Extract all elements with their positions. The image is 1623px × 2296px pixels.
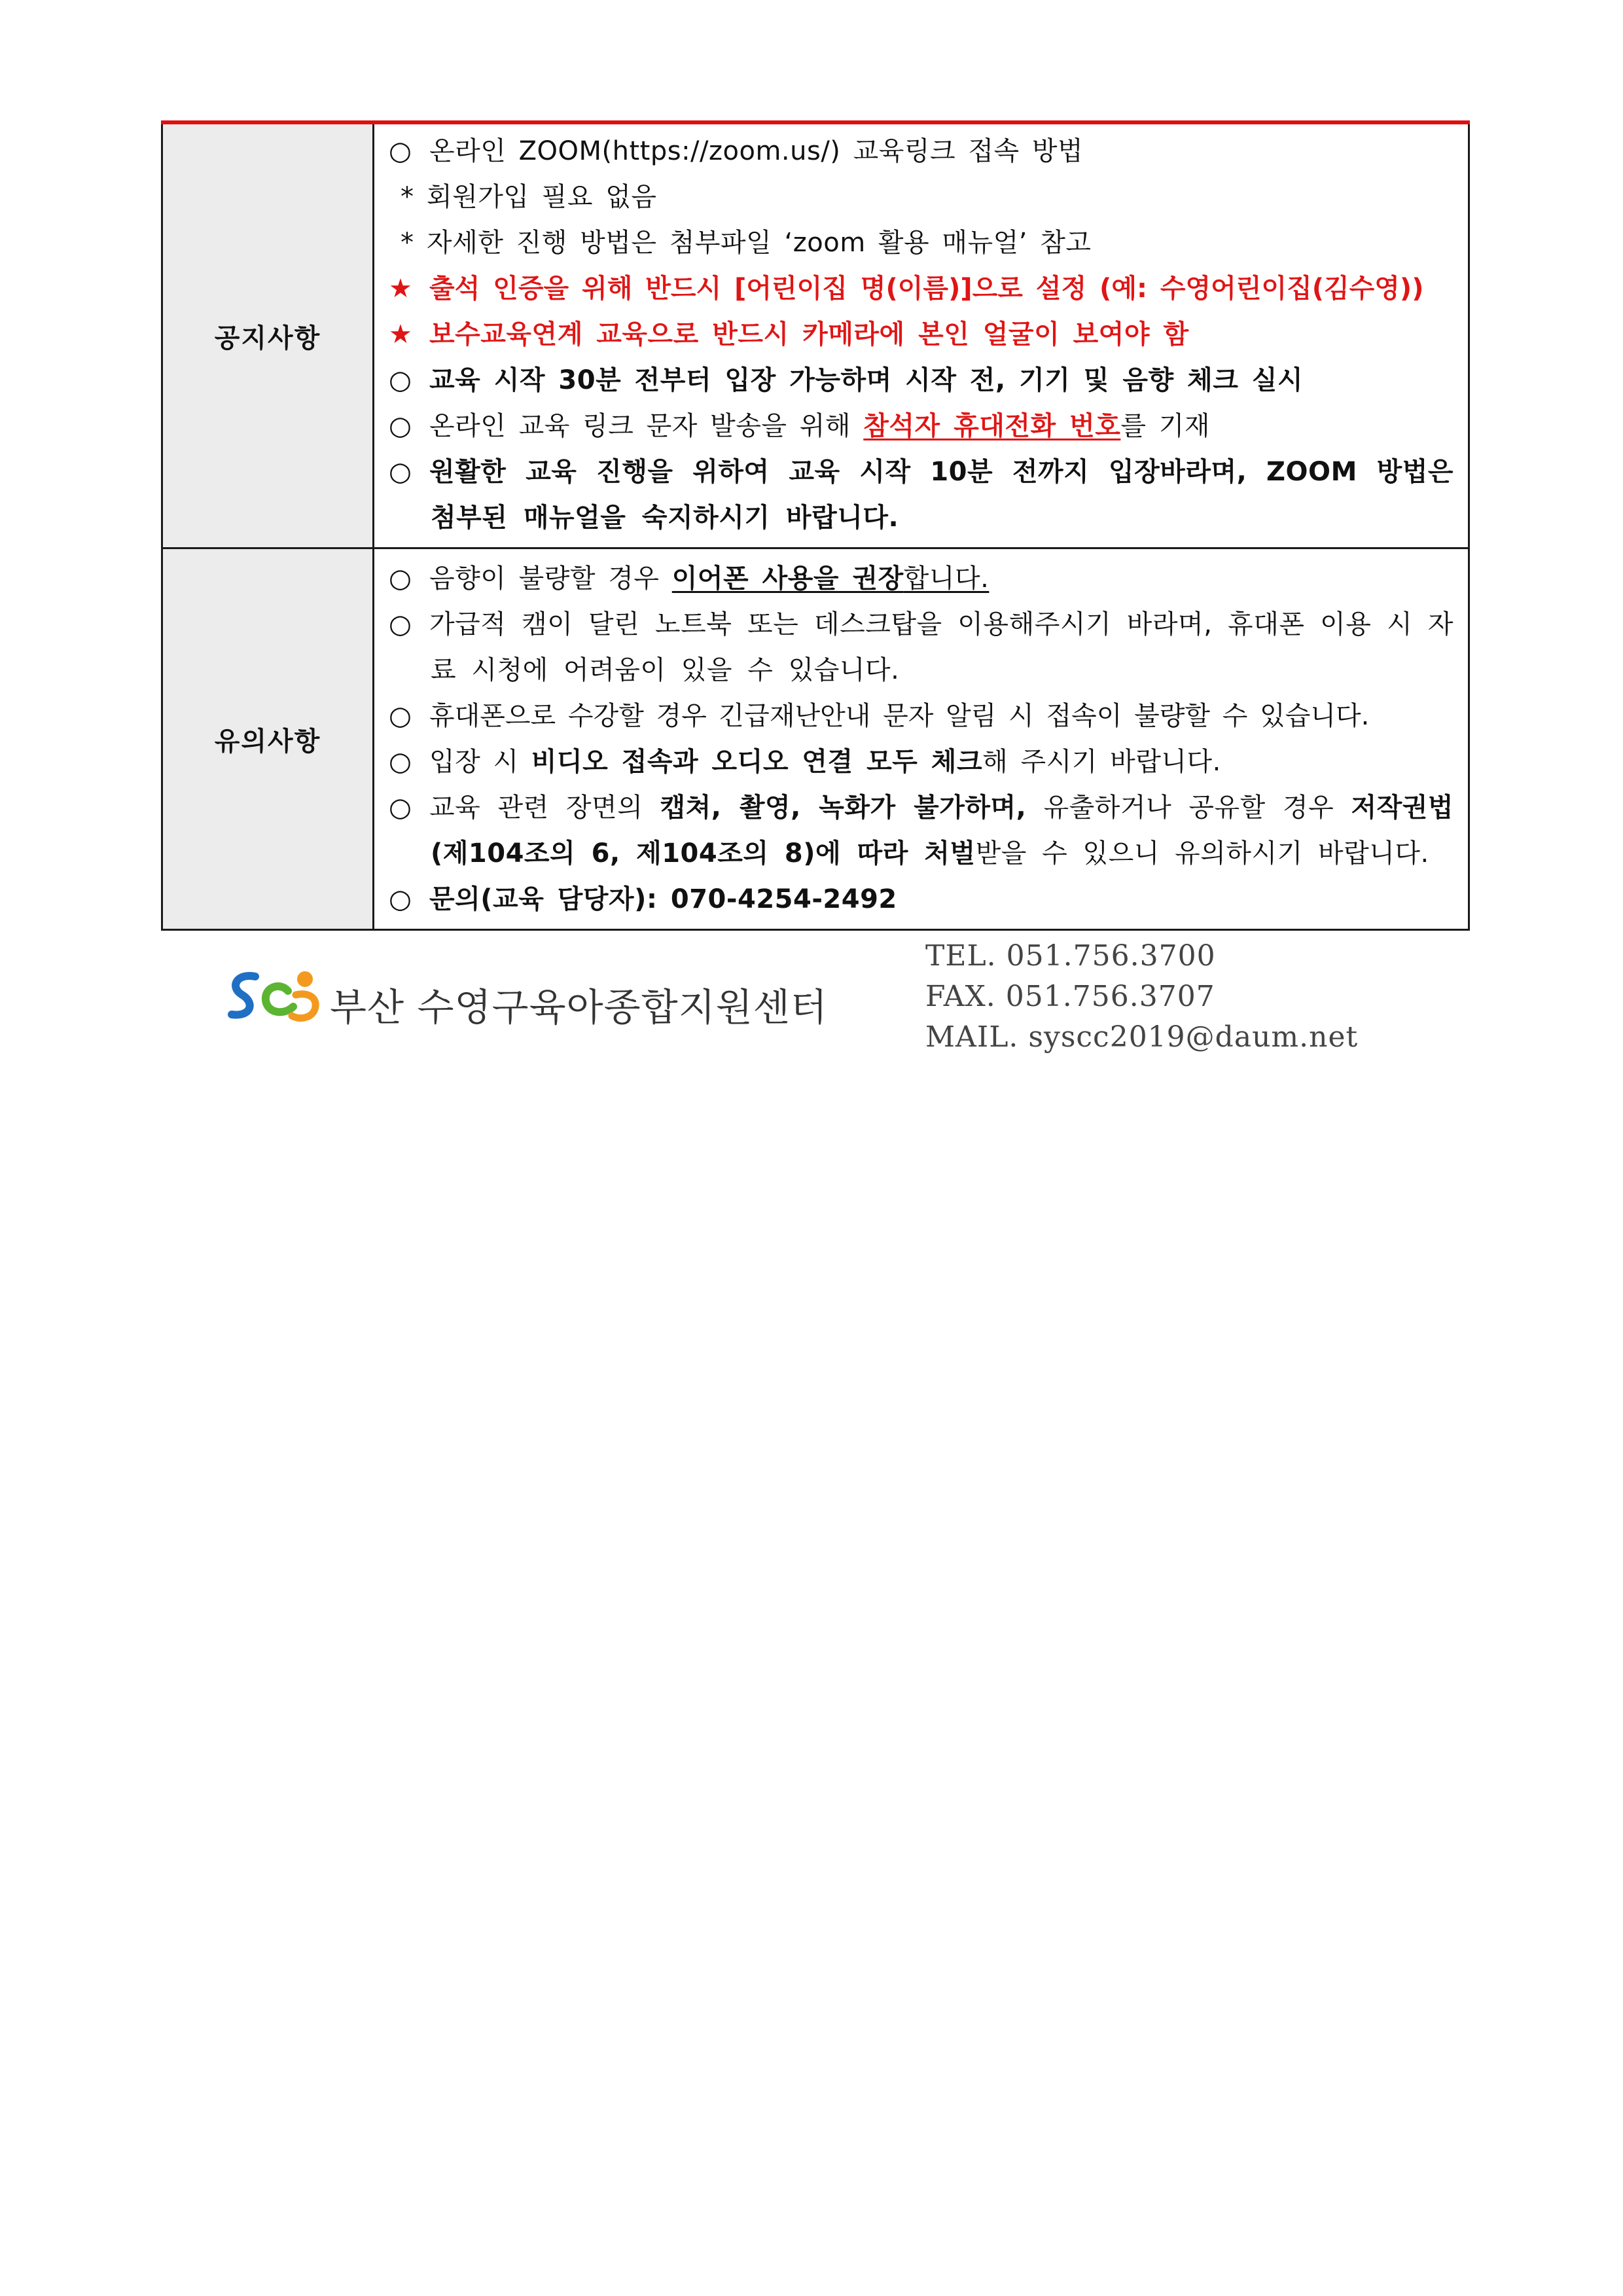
center-name: 부산 수영구육아종합지원센터 [330, 985, 828, 1030]
tel-text: TEL. 051.756.3700 [925, 939, 1216, 973]
star-icon: ★ [389, 274, 412, 304]
caution-line-copyright: ○ 교육 관련 장면의 캡쳐, 촬영, 녹화가 불가하며, 유출하거나 공유할 경우 저작권법 (제104조의 6, 제104조의 8)에 따라 처벌받을 수 있으니 유의하시기 바랍니다. [389, 793, 1454, 869]
notice-line-camera: ★ 보수교육연계 교육으로 반드시 카메라에 본인 얼굴이 보여야 함 [389, 312, 1454, 357]
notice-line-ten-minutes: ○ 원활한 교육 진행을 위하여 교육 시작 10분 전까지 입장바라며, ZOOM 방법은 첨부된 매뉴얼을 숙지하시기 바랍니다. [389, 457, 1454, 533]
phone-number-emphasis: 참석자 휴대전화 번호 [863, 411, 1121, 441]
notice-line-entry-time: ○ 교육 시작 30분 전부터 입장 가능하며 시작 전, 기기 및 음향 체크 실시 [389, 365, 1304, 395]
notice-line-manual: * 자세한 진행 방법은 첨부파일 ‘zoom 활용 매뉴얼’ 참고 [401, 228, 1092, 258]
notice-line-attendance: ★ 출석 인증을 위해 반드시 [어린이집 명(이름)]으로 설정 (예: 수영어린이집(김수영)) [389, 266, 1454, 312]
center-logo-icon [225, 962, 323, 1028]
mail-text: MAIL. syscc2019@daum.net [925, 1020, 1359, 1054]
notice-line-phone: ○ 온라인 교육 링크 문자 발송을 위해 참석자 휴대전화 번호를 기재 [389, 411, 1211, 441]
contact-info [925, 936, 1358, 1058]
notice-label: 공지사항 [162, 122, 374, 548]
notice-line-zoom: ○ 온라인 ZOOM(https://zoom.us/) 교육링크 접속 방법 [389, 136, 1084, 166]
caution-line-alert: ○ 휴대폰으로 수강할 경우 긴급재난안내 문자 알림 시 접속이 불량할 수 있습니다. [389, 701, 1370, 731]
caution-line-laptop: ○ 가급적 캠이 달린 노트북 또는 데스크탑을 이용해주시기 바라며, 휴대폰 이용 시 자료 시청에 어려움이 있을 수 있습니다. [389, 609, 1454, 685]
caution-content [374, 548, 1469, 930]
notice-row [162, 122, 1469, 548]
fax-text: FAX. 051.756.3707 [925, 980, 1215, 1013]
info-table [161, 120, 1470, 931]
caution-line-contact: ○ 문의(교육 담당자): 070-4254-2492 [389, 884, 897, 914]
earphone-emphasis: 이어폰 사용을 권장 [671, 564, 904, 594]
footer [225, 936, 1403, 1060]
star-icon: ★ [389, 319, 413, 350]
notice-line-no-signup: * 회원가입 필요 없음 [401, 182, 657, 212]
notice-content [374, 122, 1469, 548]
caution-line-av-check: ○ 입장 시 비디오 접속과 오디오 연결 모두 체크해 주시기 바랍니다. [389, 747, 1221, 777]
caution-line-earphone: ○ 음향이 불량할 경우 이어폰 사용을 권장합니다. [389, 564, 990, 594]
caution-label: 유의사항 [162, 548, 374, 930]
caution-row [162, 548, 1469, 930]
